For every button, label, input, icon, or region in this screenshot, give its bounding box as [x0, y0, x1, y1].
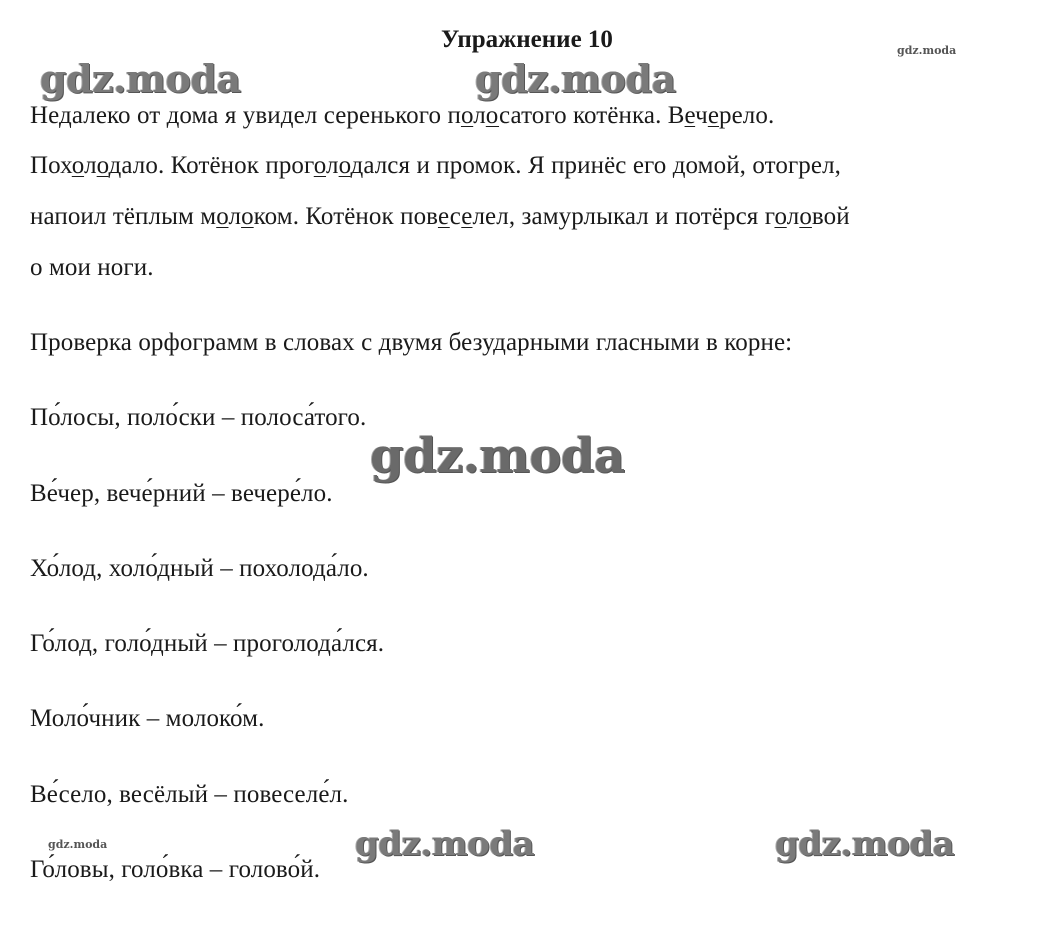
- paragraph-line-3: напоил тёплым молоком. Котёнок повеселел, замурлыкал и потёрся головой: [30, 203, 850, 230]
- watermark-center: gdz.moda: [370, 428, 625, 484]
- paragraph-line-4: о мои ноги.: [30, 254, 154, 281]
- paragraph-line-2: Похолодало. Котёнок проголодался и промок. Я принёс его домой, отогрел,: [30, 152, 842, 179]
- check-line-5: Моло́чник – молоко́м.: [30, 705, 265, 732]
- check-line-2: Ве́чер, вече́рний – вечере́ло.: [30, 480, 333, 507]
- watermark-small-top: gdz.moda: [897, 44, 957, 57]
- watermark-bottom-center: gdz.moda: [355, 824, 535, 864]
- check-heading: Проверка орфограмм в словах с двумя безударными гласными в корне:: [30, 329, 793, 356]
- check-line-7: Го́ловы, голо́вка – голово́й.: [30, 856, 321, 883]
- watermark-bottom-right: gdz.moda: [775, 824, 955, 864]
- check-line-1: По́лосы, поло́ски – полоса́того.: [30, 404, 367, 431]
- exercise-title: Упражнение 10: [441, 26, 613, 53]
- check-line-4: Го́лод, голо́дный – проголода́лся.: [30, 630, 385, 657]
- watermark-top-center: gdz.moda: [475, 56, 676, 101]
- check-line-6: Ве́село, весёлый – повеселе́л.: [30, 781, 349, 808]
- watermark-top-left: gdz.moda: [40, 56, 241, 101]
- paragraph-line-1: Недалеко от дома я увидел серенького полосатого котёнка. Вечерело.: [30, 102, 775, 129]
- watermark-small-bottom: gdz.moda: [48, 838, 108, 851]
- check-line-3: Хо́лод, холо́дный – похолода́ло.: [30, 555, 369, 582]
